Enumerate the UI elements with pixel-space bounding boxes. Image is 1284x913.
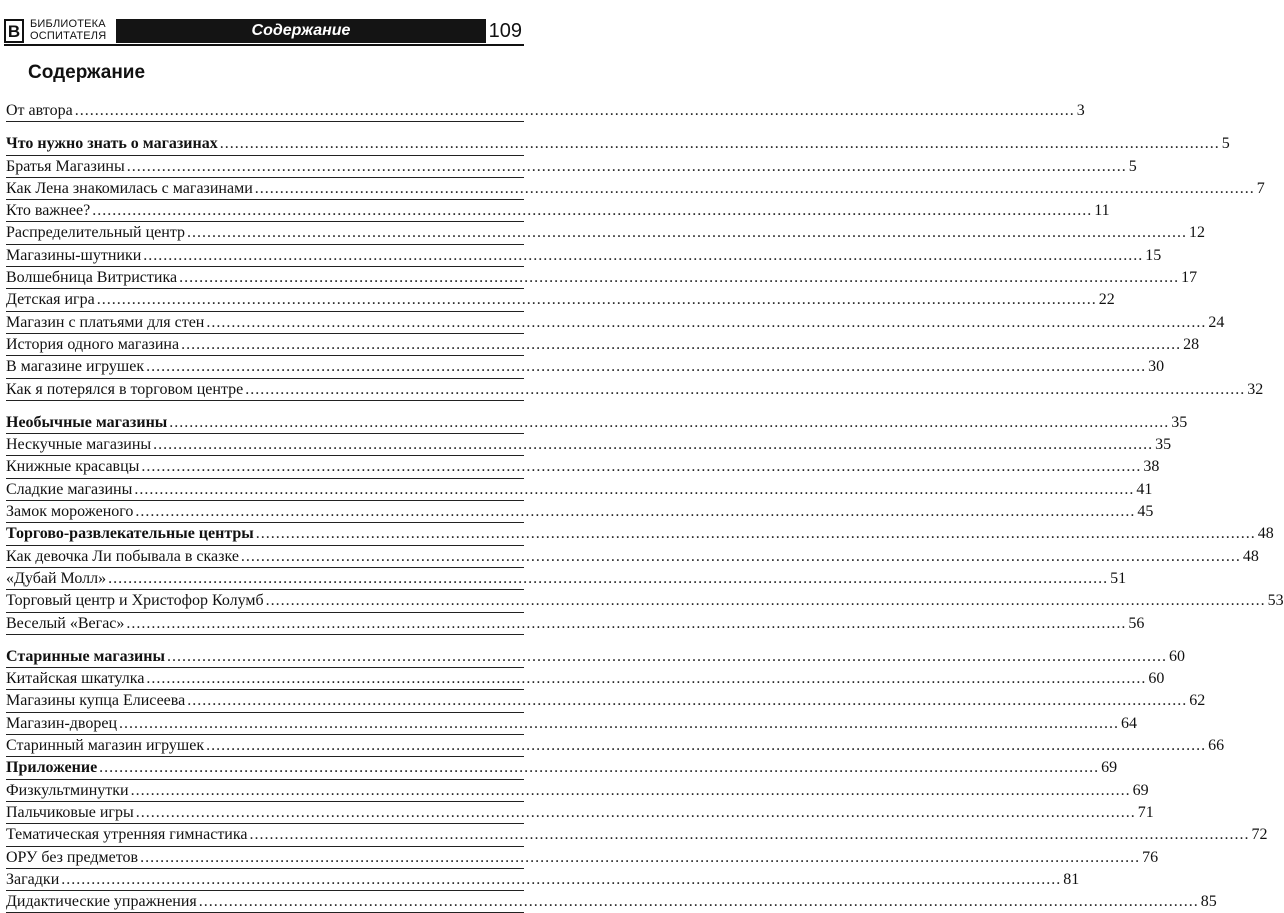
toc-entry-title: От автора	[6, 102, 73, 119]
toc-page-number: 5	[1128, 157, 1137, 175]
toc-entry-title: Что нужно знать о магазинах	[6, 135, 218, 153]
page-number: 109	[488, 20, 522, 42]
toc-entry[interactable]	[6, 200, 1110, 222]
toc-entry[interactable]	[6, 456, 1160, 478]
toc-entry[interactable]	[6, 267, 1198, 289]
toc-page-number: 3	[1076, 102, 1085, 119]
toc-entry[interactable]	[6, 735, 1225, 757]
toc-page-number: 53	[1267, 592, 1284, 610]
toc-entry[interactable]	[6, 613, 1145, 635]
toc-entry-title: Распределительный центр	[6, 224, 186, 242]
toc-dot-leader: ........................................................................................................................................................................................................	[219, 135, 1220, 153]
toc-dot-leader: ........................................................................................................................................................................................................	[187, 692, 1188, 710]
toc-page-number: 32	[1247, 380, 1264, 398]
toc-entry-title: В магазине игрушек	[6, 358, 145, 376]
toc-entry-title: ОРУ без предметов	[6, 848, 139, 866]
toc-entry-title: Торговый центр и Христофор Колумб	[6, 592, 264, 610]
toc-dot-leader: ........................................................................................................................................................................................................	[119, 714, 1120, 732]
toc-dot-leader: ........................................................................................................................................................................................................	[99, 759, 1100, 777]
toc-dot-leader: ........................................................................................................................................................................................................	[255, 525, 1256, 543]
toc-entry[interactable]	[6, 501, 1154, 523]
toc-entry-title: Кто важнее?	[6, 202, 91, 220]
running-title: Содержание	[251, 22, 351, 39]
toc-page-number: 69	[1132, 781, 1149, 799]
toc-entry[interactable]	[6, 891, 1217, 913]
toc-page-number: 41	[1136, 480, 1153, 498]
series-logo-letter: В	[7, 21, 21, 41]
toc-page-number: 60	[1168, 647, 1185, 665]
toc-entry[interactable]	[6, 479, 1153, 501]
toc-dot-leader: ........................................................................................................................................................................................................	[126, 157, 1127, 175]
series-name-line1: БИБЛИОТЕКА	[30, 18, 106, 30]
toc-section-heading[interactable]	[6, 523, 1274, 545]
toc-dot-leader: ........................................................................................................................................................................................................	[206, 737, 1207, 755]
toc-entry-title: Магазины купца Елисеева	[6, 692, 186, 710]
toc-page-number: 72	[1251, 826, 1268, 844]
toc-entry-title: Необычные магазины	[6, 413, 168, 431]
toc-dot-leader: ........................................................................................................................................................................................................	[61, 870, 1062, 888]
toc-page-number: 5	[1221, 135, 1230, 153]
toc-title: Содержание	[28, 62, 146, 83]
toc-dot-leader: ........................................................................................................................................................................................................	[134, 480, 1135, 498]
toc-entry-title: Приложение	[6, 759, 98, 777]
toc-dot-leader: ........................................................................................................................................................................................................	[169, 413, 1170, 431]
toc-entry[interactable]	[6, 802, 1154, 824]
toc-entry-title: История одного магазина	[6, 335, 180, 353]
toc-entry[interactable]	[6, 546, 1259, 568]
toc-group-gap	[6, 635, 524, 646]
toc-entry-title: Веселый «Вегас»	[6, 614, 125, 632]
toc-entry[interactable]	[6, 100, 1085, 122]
toc-page-number: 48	[1257, 525, 1274, 543]
toc-page-number: 15	[1145, 246, 1162, 264]
toc-entry-title: Замок мороженого	[6, 503, 134, 521]
toc-entry[interactable]	[6, 668, 1165, 690]
toc-dot-leader: ........................................................................................................................................................................................................	[108, 569, 1109, 587]
toc-entry[interactable]	[6, 590, 1284, 612]
toc-page-number: 85	[1200, 893, 1217, 911]
toc-page-number: 35	[1155, 436, 1172, 454]
series-logo	[4, 19, 24, 43]
toc-entry[interactable]	[6, 156, 1137, 178]
toc-dot-leader: ........................................................................................................................................................................................................	[146, 358, 1147, 376]
toc-entry[interactable]	[6, 847, 1159, 869]
toc-entry[interactable]	[6, 690, 1206, 712]
toc-group-gap	[6, 122, 524, 133]
toc-page-number: 45	[1137, 503, 1154, 521]
toc-entry[interactable]	[6, 568, 1127, 590]
toc-entry-title: Детская игра	[6, 291, 95, 309]
toc-page-number: 56	[1128, 614, 1145, 632]
toc-dot-leader: ........................................................................................................................................................................................................	[92, 202, 1093, 220]
toc-page-number: 71	[1137, 803, 1154, 821]
toc-entry-title: Братья Магазины	[6, 157, 125, 175]
toc-page-number: 7	[1256, 179, 1265, 197]
toc-dot-leader: ........................................................................................................................................................................................................	[181, 335, 1182, 353]
toc-entry[interactable]	[6, 356, 1165, 378]
toc-page-number: 64	[1121, 714, 1138, 732]
toc-entry-title: Загадки	[6, 870, 60, 888]
toc-page-number: 69	[1101, 759, 1118, 777]
toc-entry[interactable]	[6, 780, 1149, 802]
toc-page-number: 28	[1183, 335, 1200, 353]
page-header	[0, 0, 528, 46]
toc-dot-leader: ........................................................................................................................................................................................................	[187, 224, 1188, 242]
toc-entry[interactable]	[6, 178, 1265, 200]
toc-entry-title: Магазин-дворец	[6, 714, 118, 732]
toc-dot-leader: ........................................................................................................................................................................................................	[166, 647, 1167, 665]
toc-page-number: 38	[1143, 458, 1160, 476]
toc-page-number: 76	[1142, 848, 1159, 866]
toc-entry-title: Магазин с платьями для стен	[6, 313, 205, 331]
series-name-line2: ОСПИТАТЕЛЯ	[30, 30, 107, 42]
toc-entry-title: Старинные магазины	[6, 647, 165, 665]
toc-dot-leader: ........................................................................................................................................................................................................	[130, 781, 1131, 799]
toc-entry-title: Физкультминутки	[6, 781, 129, 799]
table-of-contents	[6, 100, 1284, 913]
toc-section-heading[interactable]	[6, 757, 1118, 779]
toc-entry-title: Сладкие магазины	[6, 480, 133, 498]
toc-page-number: 60	[1148, 670, 1165, 688]
toc-entry[interactable]	[6, 312, 1225, 334]
toc-entry[interactable]	[6, 824, 1268, 846]
toc-entry[interactable]	[6, 289, 1115, 311]
toc-dot-leader: ........................................................................................................................................................................................................	[141, 458, 1142, 476]
toc-entry-title: Тематическая утренняя гимнастика	[6, 826, 248, 844]
toc-dot-leader: ........................................................................................................................................................................................................	[245, 380, 1246, 398]
toc-dot-leader: ........................................................................................................................................................................................................	[265, 592, 1266, 610]
toc-dot-leader: ........................................................................................................................................................................................................	[179, 269, 1180, 287]
toc-entry[interactable]	[6, 869, 1080, 891]
toc-page-number: 66	[1208, 737, 1225, 755]
toc-dot-leader: ........................................................................................................................................................................................................	[254, 179, 1255, 197]
toc-entry[interactable]	[6, 379, 1264, 401]
toc-entry-title: Книжные красавцы	[6, 458, 140, 476]
toc-entry-title: Китайская шкатулка	[6, 670, 145, 688]
toc-dot-leader: ........................................................................................................................................................................................................	[74, 102, 1075, 119]
toc-section-heading[interactable]	[6, 646, 1185, 668]
toc-entry[interactable]	[6, 245, 1162, 267]
toc-entry[interactable]	[6, 334, 1200, 356]
toc-dot-leader: ........................................................................................................................................................................................................	[249, 826, 1250, 844]
toc-dot-leader: ........................................................................................................................................................................................................	[206, 313, 1207, 331]
series-name	[30, 18, 106, 42]
toc-entry[interactable]	[6, 222, 1206, 244]
toc-group-gap	[6, 401, 524, 412]
toc-page-number: 62	[1189, 692, 1206, 710]
header-divider	[4, 44, 524, 46]
toc-entry[interactable]	[6, 434, 1172, 456]
toc-page-number: 22	[1098, 291, 1115, 309]
toc-entry-title: Торгово-развлекательные центры	[6, 525, 254, 543]
toc-entry-title: Магазины-шутники	[6, 246, 142, 264]
toc-entry-title: «Дубай Молл»	[6, 569, 107, 587]
toc-page-number: 12	[1189, 224, 1206, 242]
toc-dot-leader: ........................................................................................................................................................................................................	[96, 291, 1097, 309]
toc-page-number: 30	[1148, 358, 1165, 376]
toc-dot-leader: ........................................................................................................................................................................................................	[240, 547, 1241, 565]
toc-dot-leader: ........................................................................................................................................................................................................	[153, 436, 1154, 454]
toc-page-number: 11	[1094, 202, 1110, 220]
toc-page-number: 48	[1242, 547, 1259, 565]
toc-page-number: 35	[1171, 413, 1188, 431]
toc-section-heading[interactable]	[6, 133, 1230, 155]
toc-page-number: 17	[1181, 269, 1198, 287]
toc-section-heading[interactable]	[6, 412, 1188, 434]
toc-entry-title: Волшебница Витристика	[6, 269, 178, 287]
toc-page-number: 81	[1063, 870, 1080, 888]
toc-entry-title: Как Лена знакомилась с магазинами	[6, 179, 253, 197]
toc-entry-title: Нескучные магазины	[6, 436, 152, 454]
toc-page-number: 24	[1208, 313, 1225, 331]
toc-entry-title: Дидактические упражнения	[6, 893, 197, 911]
toc-entry-title: Пальчиковые игры	[6, 803, 134, 821]
toc-dot-leader: ........................................................................................................................................................................................................	[135, 803, 1136, 821]
toc-dot-leader: ........................................................................................................................................................................................................	[143, 246, 1144, 264]
toc-dot-leader: ........................................................................................................................................................................................................	[140, 848, 1141, 866]
toc-entry-title: Как девочка Ли побывала в сказке	[6, 547, 239, 565]
toc-entry-title: Как я потерялся в торговом центре	[6, 380, 244, 398]
toc-dot-leader: ........................................................................................................................................................................................................	[135, 503, 1136, 521]
toc-dot-leader: ........................................................................................................................................................................................................	[126, 614, 1127, 632]
running-title-banner	[116, 19, 486, 43]
toc-entry[interactable]	[6, 713, 1138, 735]
toc-entry-title: Старинный магазин игрушек	[6, 737, 205, 755]
toc-page-number: 51	[1110, 569, 1127, 587]
toc-dot-leader: ........................................................................................................................................................................................................	[146, 670, 1147, 688]
toc-dot-leader: ........................................................................................................................................................................................................	[198, 893, 1199, 911]
